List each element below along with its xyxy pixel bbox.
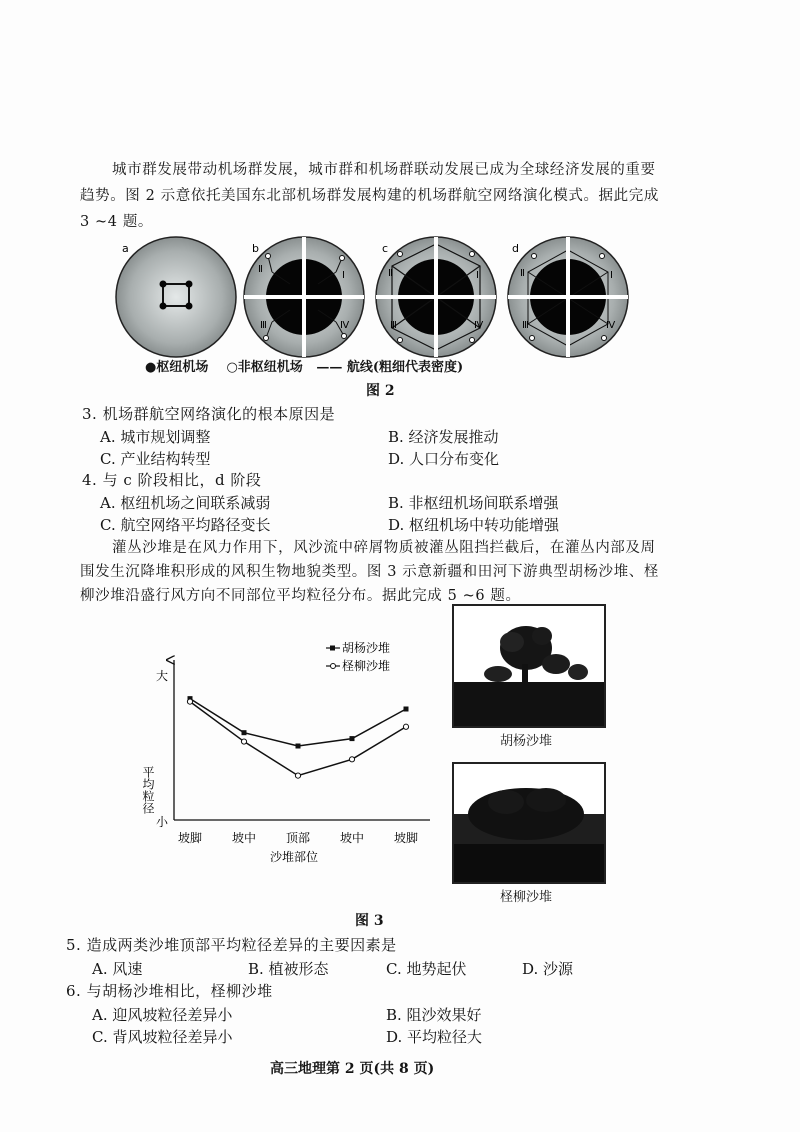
q6-option-a[interactable]: A. 迎风坡粒径差异小 (92, 1006, 233, 1024)
stage-c-quadrant-2: Ⅱ (388, 268, 393, 279)
legend-hub: ●枢纽机场 (145, 360, 209, 375)
legend-marker-huyang (330, 646, 335, 651)
stage-c-panel (376, 237, 496, 357)
stage-d-panel (508, 237, 628, 357)
stage-b-quadrant-1: Ⅰ (342, 270, 345, 281)
q5-option-d[interactable]: D. 沙源 (522, 960, 574, 978)
passage1-line3: 3 ~4 题。 (80, 214, 154, 230)
data-point-huyang-3 (350, 736, 355, 741)
x-tick-label-2: 顶部 (285, 831, 311, 845)
q3-stem: 3. 机场群航空网络演化的根本原因是 (82, 405, 336, 423)
stage-c-quadrant-1: Ⅰ (476, 270, 479, 281)
stage-d-quadrant-4: Ⅳ (606, 320, 616, 331)
chengliu-caption: 柽柳沙堆 (500, 890, 553, 905)
q3-option-c[interactable]: C. 产业结构转型 (100, 450, 211, 468)
stage-b-quadrant-2: Ⅱ (258, 264, 263, 275)
passage2-line2: 围发生沉降堆积形成的风积生物地貌类型。图 3 示意新疆和田河下游典型胡杨沙堆、柽 (80, 564, 659, 580)
stage-b-panel (244, 237, 364, 357)
q3-option-d[interactable]: D. 人口分布变化 (388, 450, 500, 468)
stage-d-label: d (512, 242, 519, 255)
stage-a-label: a (122, 242, 129, 255)
q4-stem: 4. 与 c 阶段相比，d 阶段 (82, 471, 262, 489)
x-tick-label-0: 坡脚 (177, 831, 203, 845)
data-point-chengliu-2 (295, 773, 300, 778)
legend-nonhub: ○非枢纽机场 (226, 360, 303, 375)
chengliu-photo-image (454, 764, 604, 882)
grain-size-chart (140, 636, 440, 872)
y-tick-bottom: 小 (156, 815, 169, 829)
series-layer (187, 696, 408, 778)
chengliu-photo (452, 762, 606, 884)
data-point-huyang-1 (242, 730, 247, 735)
q5-option-a[interactable]: A. 风速 (92, 960, 143, 978)
huyang-photo (452, 604, 606, 728)
figure2-legend (145, 356, 463, 375)
page-footer: 高三地理第 2 页(共 8 页) (270, 1061, 435, 1077)
q6-option-d[interactable]: D. 平均粒径大 (386, 1028, 483, 1046)
q6-stem: 6. 与胡杨沙堆相比，柽柳沙堆 (66, 982, 273, 1000)
q5-option-c[interactable]: C. 地势起伏 (386, 960, 467, 978)
q5-option-b[interactable]: B. 植被形态 (248, 960, 329, 978)
x-tick-label-3: 坡中 (339, 831, 365, 845)
stage-d-quadrant-2: Ⅱ (520, 268, 525, 279)
x-tick-label-4: 坡脚 (393, 831, 419, 845)
q4-option-b[interactable]: B. 非枢纽机场间联系增强 (388, 494, 559, 512)
series-line-huyang (190, 699, 406, 746)
q3-option-b[interactable]: B. 经济发展推动 (388, 428, 499, 446)
passage1-line2: 趋势。图 2 示意依托美国东北部机场群发展构建的机场群航空网络演化模式。据此完成 (80, 188, 659, 204)
figure2-diagram (100, 232, 680, 372)
q4-option-a[interactable]: A. 枢纽机场之间联系减弱 (100, 494, 271, 512)
q3-option-a[interactable]: A. 城市规划调整 (100, 428, 211, 446)
y-axis-label: 平均粒径 (141, 766, 155, 814)
data-point-chengliu-3 (349, 757, 354, 762)
stage-a-panel (116, 237, 236, 357)
q5-stem: 5. 造成两类沙堆顶部平均粒径差异的主要因素是 (66, 936, 397, 954)
passage2-line1: 灌丛沙堆是在风力作用下，风沙流中碎屑物质被灌丛阻挡拦截后，在灌丛内部及周 (112, 540, 656, 556)
q6-option-c[interactable]: C. 背风坡粒径差异小 (92, 1028, 233, 1046)
stage-d-quadrant-1: Ⅰ (610, 270, 613, 281)
stage-d-quadrant-3: Ⅲ (522, 320, 529, 331)
data-point-huyang-4 (404, 707, 409, 712)
figure3-caption: 图 3 (355, 913, 384, 929)
x-axis-label: 沙堆部位 (270, 850, 319, 864)
data-point-huyang-2 (296, 744, 301, 749)
y-tick-top: 大 (156, 669, 169, 683)
legend-huyang: 胡杨沙堆 (342, 641, 391, 655)
huyang-caption: 胡杨沙堆 (500, 734, 553, 749)
legend-marker-chengliu (331, 664, 336, 669)
stage-c-quadrant-3: Ⅲ (390, 320, 397, 331)
passage2-line3: 柳沙堆沿盛行风方向不同部位平均粒径分布。据此完成 5 ~6 题。 (80, 588, 521, 604)
stage-b-label: b (252, 242, 259, 255)
stage-c-quadrant-4: Ⅳ (474, 320, 484, 331)
huyang-photo-image (454, 606, 604, 726)
legend-route: —— 航线(粗细代表密度) (316, 360, 464, 375)
chart-legend (326, 640, 390, 673)
figure2-caption: 图 2 (366, 383, 395, 399)
data-point-chengliu-4 (403, 724, 408, 729)
stage-b-quadrant-4: Ⅳ (340, 320, 350, 331)
data-point-chengliu-1 (241, 739, 246, 744)
stage-b-quadrant-3: Ⅲ (260, 320, 267, 331)
x-tick-label-1: 坡中 (231, 831, 257, 845)
stage-c-label: c (382, 242, 389, 255)
q4-option-c[interactable]: C. 航空网络平均路径变长 (100, 516, 271, 534)
series-line-chengliu (190, 702, 406, 776)
q6-option-b[interactable]: B. 阻沙效果好 (386, 1006, 482, 1024)
legend-chengliu: 柽柳沙堆 (342, 659, 391, 673)
passage1-line1: 城市群发展带动机场群发展，城市群和机场群联动发展已成为全球经济发展的重要 (112, 162, 656, 178)
q4-option-d[interactable]: D. 枢纽机场中转功能增强 (388, 516, 560, 534)
x-tick-layer (178, 830, 418, 845)
data-point-chengliu-0 (187, 699, 192, 704)
